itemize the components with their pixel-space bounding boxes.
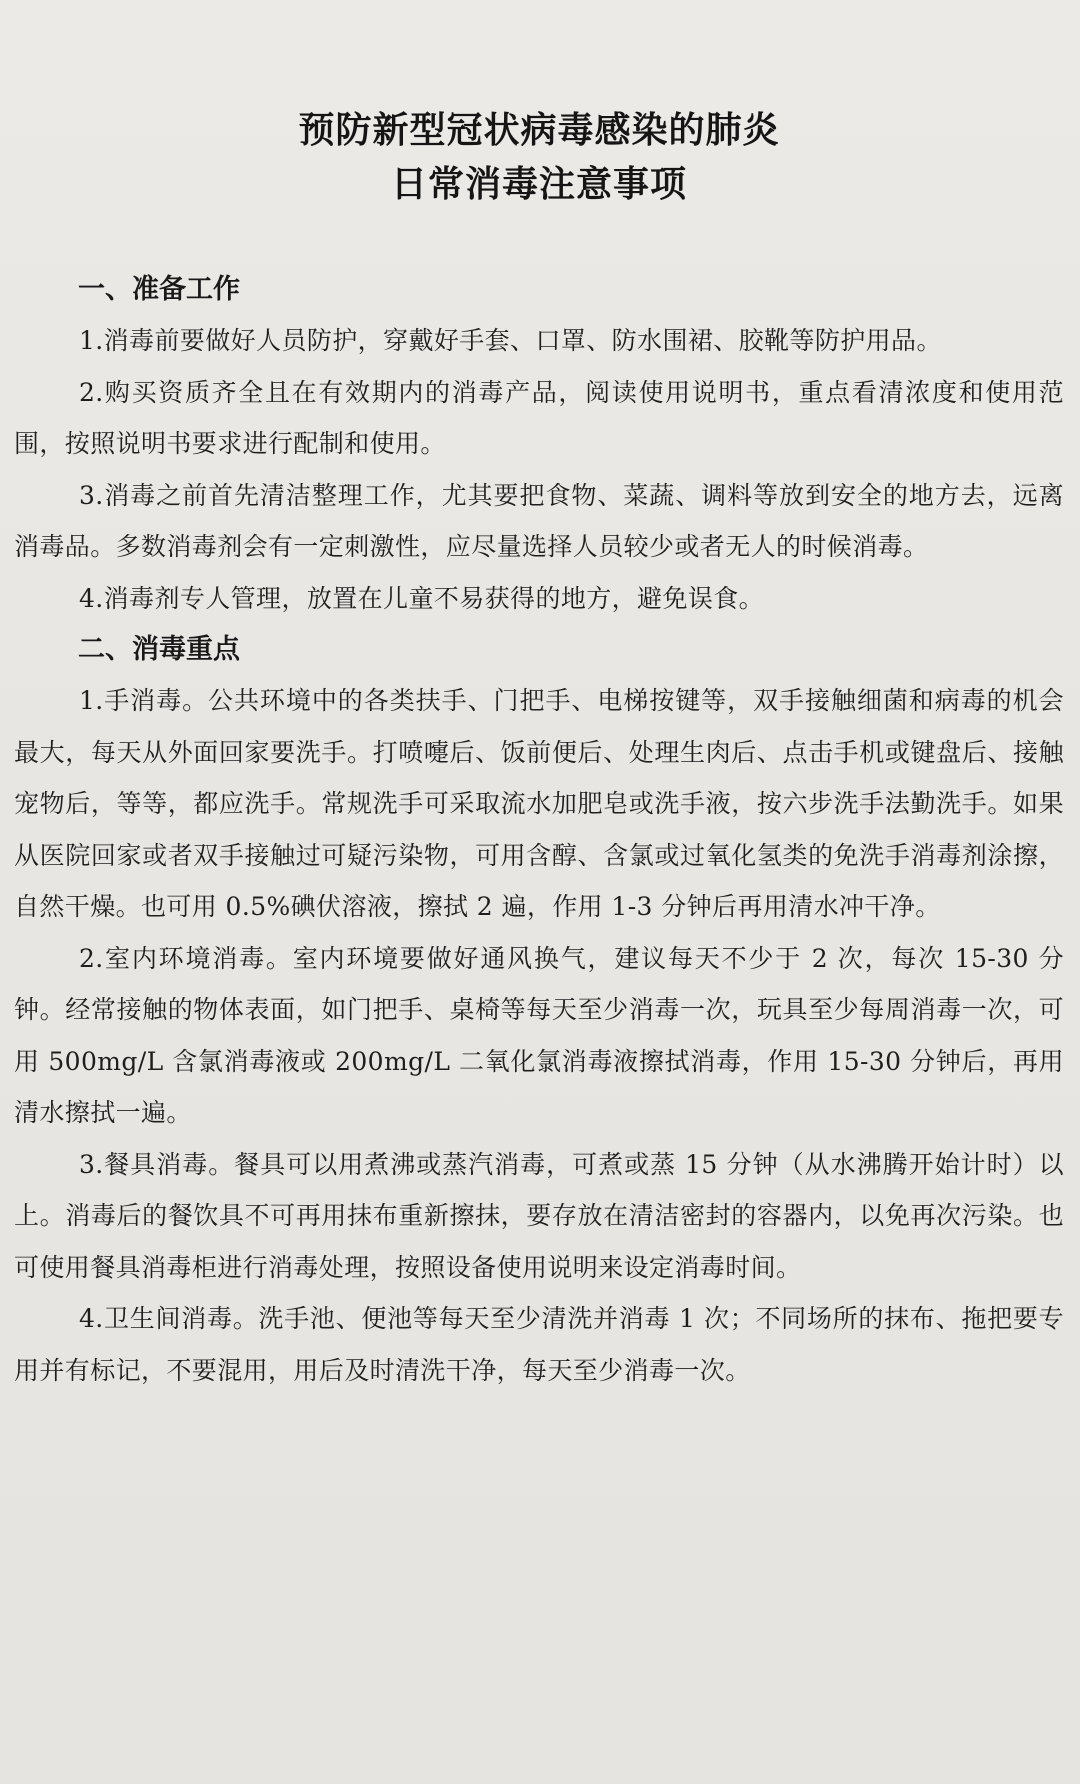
paragraph: 2.购买资质齐全且在有效期内的消毒产品，阅读使用说明书，重点看清浓度和使用范围，按照说明书要求进行配制和使用。 bbox=[14, 377, 1064, 458]
section-preparation bbox=[14, 264, 1064, 624]
title-line-1: 预防新型冠状病毒感染的肺炎 bbox=[298, 110, 780, 151]
paragraph: 4.消毒剂专人管理，放置在儿童不易获得的地方，避免误食。 bbox=[79, 583, 765, 613]
paragraph: 3.消毒之前首先清洁整理工作，尤其要把食物、菜蔬、调料等放到安全的地方去，远离消毒品。多数消毒剂会有一定刺激性，应尽量选择人员较少或者无人的时候消毒。 bbox=[14, 480, 1064, 561]
section-disinfection-focus bbox=[14, 624, 1064, 1396]
document-title bbox=[14, 104, 1064, 212]
title-line-2: 日常消毒注意事项 bbox=[390, 164, 687, 205]
paragraph: 3.餐具消毒。餐具可以用煮沸或蒸汽消毒，可煮或蒸 15 分钟（从水沸腾开始计时）以上。消毒后的餐饮具不可再用抹布重新擦抹，要存放在清洁密封的容器内，以免再次污染。也可使用餐具消毒柜进行消毒处理，按照设备使用说明来设定消毒时间。 bbox=[14, 1149, 1064, 1282]
paragraph: 1.手消毒。公共环境中的各类扶手、门把手、电梯按键等，双手接触细菌和病毒的机会最大，每天从外面回家要洗手。打喷嚏后、饭前便后、处理生肉后、点击手机或键盘后、接触宠物后，等等，都应洗手。常规洗手可采取流水加肥皂或洗手液，按六步洗手法勤洗手。如果从医院回家或者双手接触过可疑污染物，可用含醇、含氯或过氧化氢类的免洗手消毒剂涂擦，自然干燥。也可用 0.5%碘伏溶液，擦拭 2 遍，作用 1-3 分钟后再用清水冲干净。 bbox=[14, 686, 1064, 921]
section-heading: 二、消毒重点 bbox=[78, 634, 240, 665]
paragraph: 1.消毒前要做好人员防护，穿戴好手套、口罩、防水围裙、胶靴等防护用品。 bbox=[79, 326, 942, 355]
section-heading: 一、准备工作 bbox=[78, 274, 240, 305]
paragraph: 2.室内环境消毒。室内环境要做好通风换气，建议每天不少于 2 次，每次 15-30 分钟。经常接触的物体表面，如门把手、桌椅等每天至少消毒一次，玩具至少每周消毒一次，可用 500mg/L 含氯消毒液或 200mg/L 二氧化氯消毒液擦拭消毒，作用 15-30 分钟后，再用清水擦拭一遍。 bbox=[14, 943, 1064, 1127]
paragraph: 4.卫生间消毒。洗手池、便池等每天至少清洗并消毒 1 次；不同场所的抹布、拖把要专用并有标记，不要混用，用后及时清洗干净，每天至少消毒一次。 bbox=[14, 1304, 1064, 1385]
